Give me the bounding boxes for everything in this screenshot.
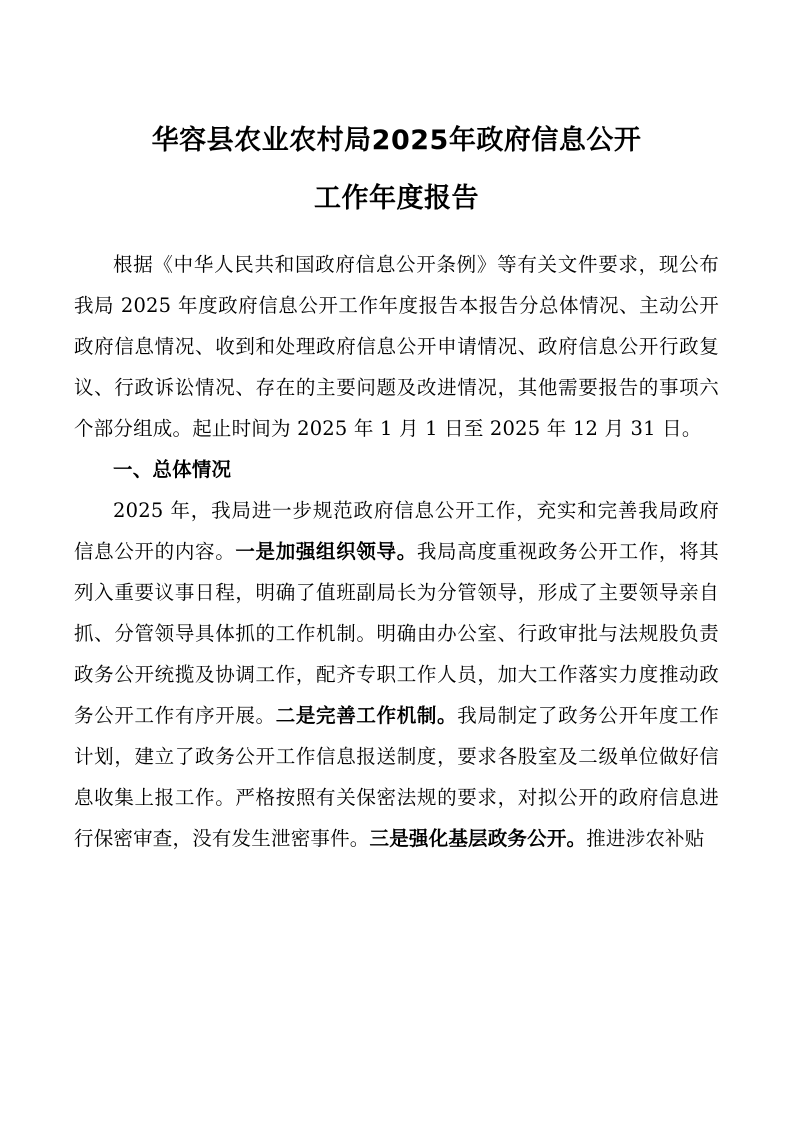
- text-run: 2025 年，我局进一步规范政府信息公开工作，充实和完善我局政府信息公开的内容。: [74, 499, 719, 563]
- page-title: [74, 112, 719, 228]
- emphasis-run: 一是加强组织领导。: [235, 540, 417, 563]
- emphasis-run: 三是强化基层政务公开。: [369, 827, 587, 850]
- section-heading: [74, 449, 719, 490]
- document-body: [74, 244, 719, 859]
- body-paragraph: [74, 244, 719, 449]
- emphasis-run: 一、总体情况: [113, 458, 232, 481]
- page-title-line-2: 工作年度报告: [314, 183, 479, 214]
- text-run: 推进涉农补贴: [586, 827, 705, 850]
- text-run: 我局高度重视政务公开工作，将其列入重要议事日程，明确了值班副局长为分管领导，形成了主要领导亲自抓、分管领导具体抓的工作机制。明确由办公室、行政审批与法规股负责政务公开统揽及协调工作，配齐专职工作人员，加大工作落实力度推动政务公开工作有序开展。: [74, 540, 719, 727]
- emphasis-run: 二是完善工作机制。: [275, 704, 458, 727]
- text-run: 我局制定了政务公开年度工作计划，建立了政务公开工作信息报送制度，要求各股室及二级单位做好信息收集上报工作。严格按照有关保密法规的要求，对拟公开的政府信息进行保密审查，没有发生泄密事件。: [74, 704, 719, 850]
- body-paragraph: [74, 490, 719, 859]
- page-title-line-1: 华容县农业农村局2025年政府信息公开: [151, 125, 642, 156]
- text-run: 根据《中华人民共和国政府信息公开条例》等有关文件要求，现公布我局 2025 年度政府信息公开工作年度报告本报告分总体情况、主动公开政府信息情况、收到和处理政府信息公开申请情况、政府信息公开行政复议、行政诉讼情况、存在的主要问题及改进情况，其他需要报告的事项六个部分组成。起止时间为 2025 年 1 月 1 日至 2025 年 12 月 31 日。: [74, 253, 719, 440]
